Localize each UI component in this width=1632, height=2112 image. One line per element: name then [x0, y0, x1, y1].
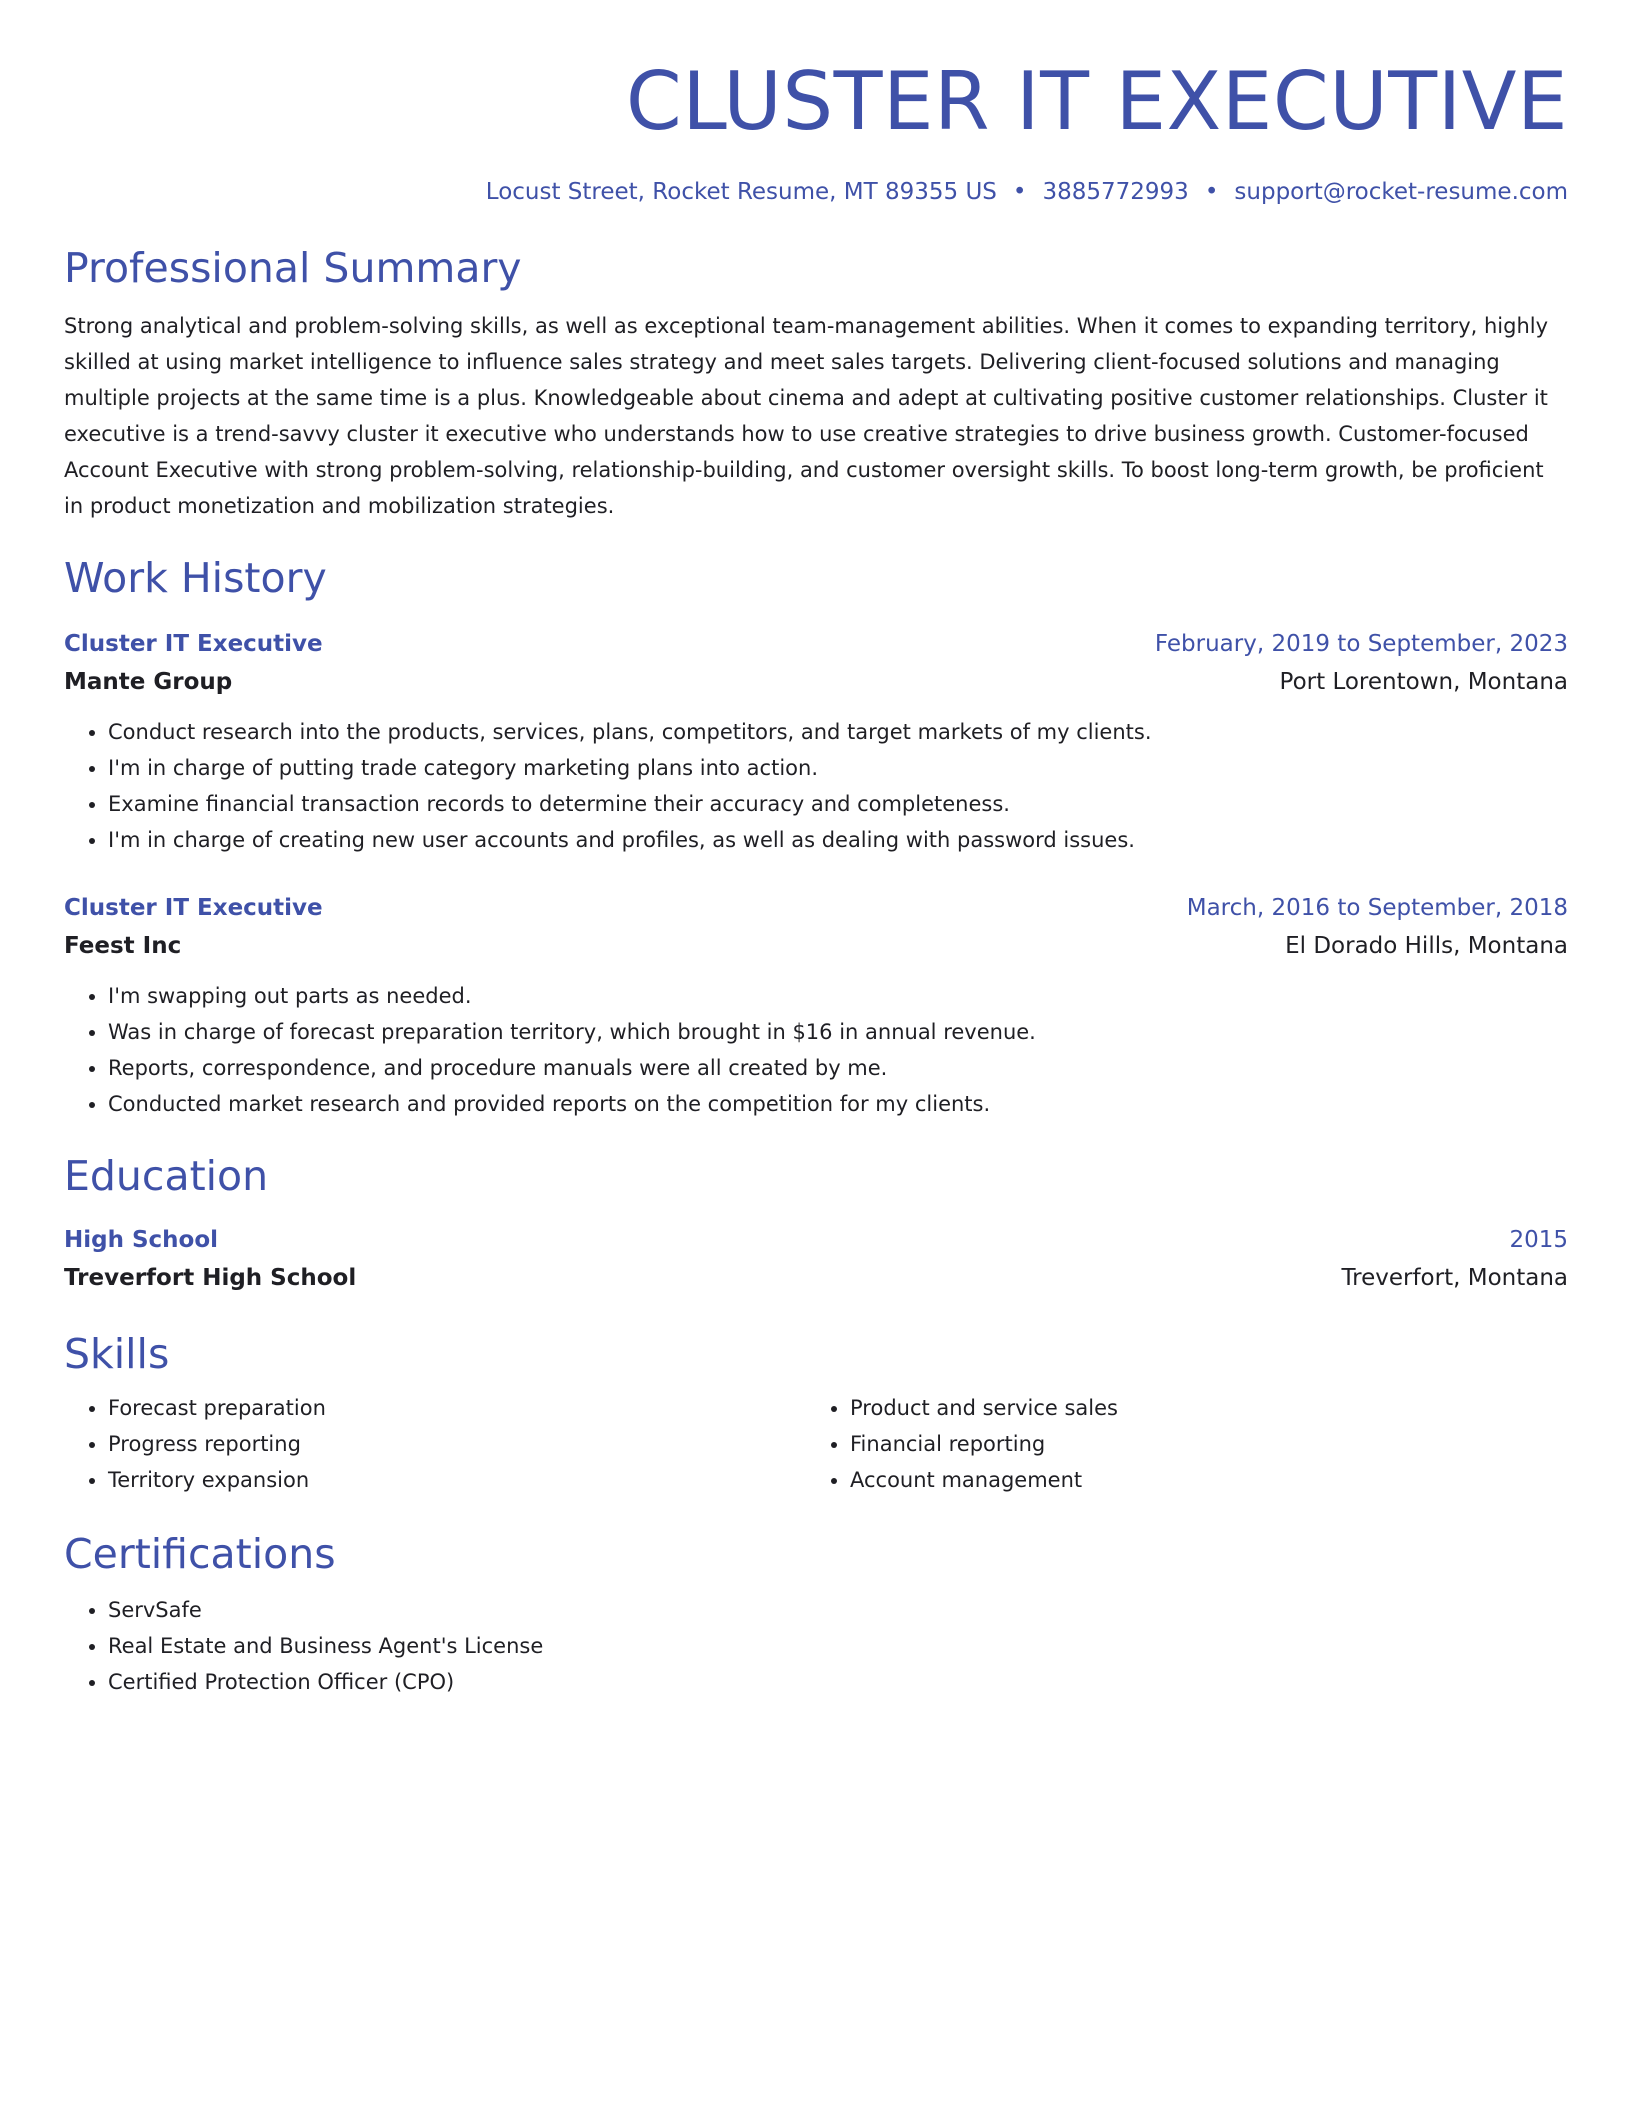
education-header-row	[64, 1222, 1568, 1258]
job-bullet: • Examine financial transaction records to determine their accuracy and completeness.	[108, 786, 1568, 822]
job-company: Feest Inc	[64, 933, 182, 959]
skills-list	[806, 1390, 1548, 1498]
skill-item: • Territory expansion	[108, 1462, 806, 1498]
education-location: Treverfort, Montana	[1341, 1265, 1568, 1291]
section-title-work-history: Work History	[64, 554, 327, 602]
job-bullet-list	[64, 714, 1568, 858]
section-title-certifications: Certifications	[64, 1530, 336, 1578]
contact-line	[64, 176, 1568, 208]
job-company-row	[64, 926, 1568, 966]
contact-phone: 3885772993	[1042, 179, 1189, 205]
contact-email[interactable]: support@rocket-resume.com	[1234, 179, 1568, 205]
job-entry	[64, 890, 1568, 1122]
job-title: Cluster IT Executive	[64, 895, 323, 921]
skills-column-left	[64, 1390, 806, 1498]
education-entry	[64, 1222, 1568, 1298]
skill-item: • Progress reporting	[108, 1426, 806, 1462]
section-title-skills: Skills	[64, 1330, 170, 1378]
resume-name-title: CLUSTER IT EXECUTIVE	[625, 55, 1568, 148]
education-degree: High School	[64, 1227, 219, 1253]
skill-item: • Financial reporting	[850, 1426, 1548, 1462]
skill-item: • Product and service sales	[850, 1390, 1548, 1426]
job-dates: February, 2019 to September, 2023	[1154, 631, 1568, 657]
job-bullet: • Conducted market research and provided reports on the competition for my clients.	[108, 1086, 1568, 1122]
skills-list	[64, 1390, 806, 1498]
job-bullet: • I'm in charge of creating new user accounts and profiles, as well as dealing with password issues.	[108, 822, 1568, 858]
summary-paragraph: Strong analytical and problem-solving skills, as well as exceptional team-management abilities. When it comes to expanding territory, highly skilled at using market intelligence to influence sales strategy and meet sales targets. Delivering client-focused solutions and managing multiple projects at the same time is a plus. Knowledgeable about cinema and adept at cultivating positive customer relationships. Cluster it executive is a trend-savvy cluster it executive who understands how to use creative strategies to drive business growth. Customer-focused Account Executive with strong problem-solving, relationship-building, and customer oversight skills. To boost long-term growth, be proficient in product monetization and mobilization strategies.	[64, 314, 1549, 518]
job-header-row	[64, 890, 1568, 926]
job-dates: March, 2016 to September, 2018	[1186, 895, 1568, 921]
job-bullet: • Was in charge of forecast preparation territory, which brought in $16 in annual revenue.	[108, 1014, 1568, 1050]
job-company-row	[64, 662, 1568, 702]
education-year: 2015	[1509, 1227, 1568, 1253]
skills-grid	[64, 1390, 1568, 1498]
job-bullet-list	[64, 978, 1568, 1122]
education-school: Treverfort High School	[64, 1265, 357, 1291]
job-entry	[64, 626, 1568, 858]
job-bullet: • Conduct research into the products, services, plans, competitors, and target markets of my clients.	[108, 714, 1568, 750]
job-bullet: • I'm swapping out parts as needed.	[108, 978, 1568, 1014]
skill-item: • Account management	[850, 1462, 1548, 1498]
contact-address: Locust Street, Rocket Resume, MT 89355 US	[485, 179, 997, 205]
job-header-row	[64, 626, 1568, 662]
job-title: Cluster IT Executive	[64, 631, 323, 657]
certification-item: • Certified Protection Officer (CPO)	[108, 1664, 1568, 1700]
skill-item: • Forecast preparation	[108, 1390, 806, 1426]
job-location: Port Lorentown, Montana	[1279, 669, 1568, 695]
job-bullet: • Reports, correspondence, and procedure manuals were all created by me.	[108, 1050, 1568, 1086]
education-school-row	[64, 1258, 1568, 1298]
skills-column-right	[806, 1390, 1548, 1498]
job-bullet: • I'm in charge of putting trade category marketing plans into action.	[108, 750, 1568, 786]
job-location: El Dorado Hills, Montana	[1285, 933, 1568, 959]
section-title-education: Education	[64, 1152, 269, 1200]
contact-separator: •	[1012, 179, 1027, 205]
certification-item: • ServSafe	[108, 1592, 1568, 1628]
section-title-summary: Professional Summary	[64, 244, 522, 292]
contact-separator: •	[1204, 179, 1219, 205]
certification-item: • Real Estate and Business Agent's License	[108, 1628, 1568, 1664]
certifications-list	[64, 1592, 1568, 1700]
job-company: Mante Group	[64, 669, 233, 695]
